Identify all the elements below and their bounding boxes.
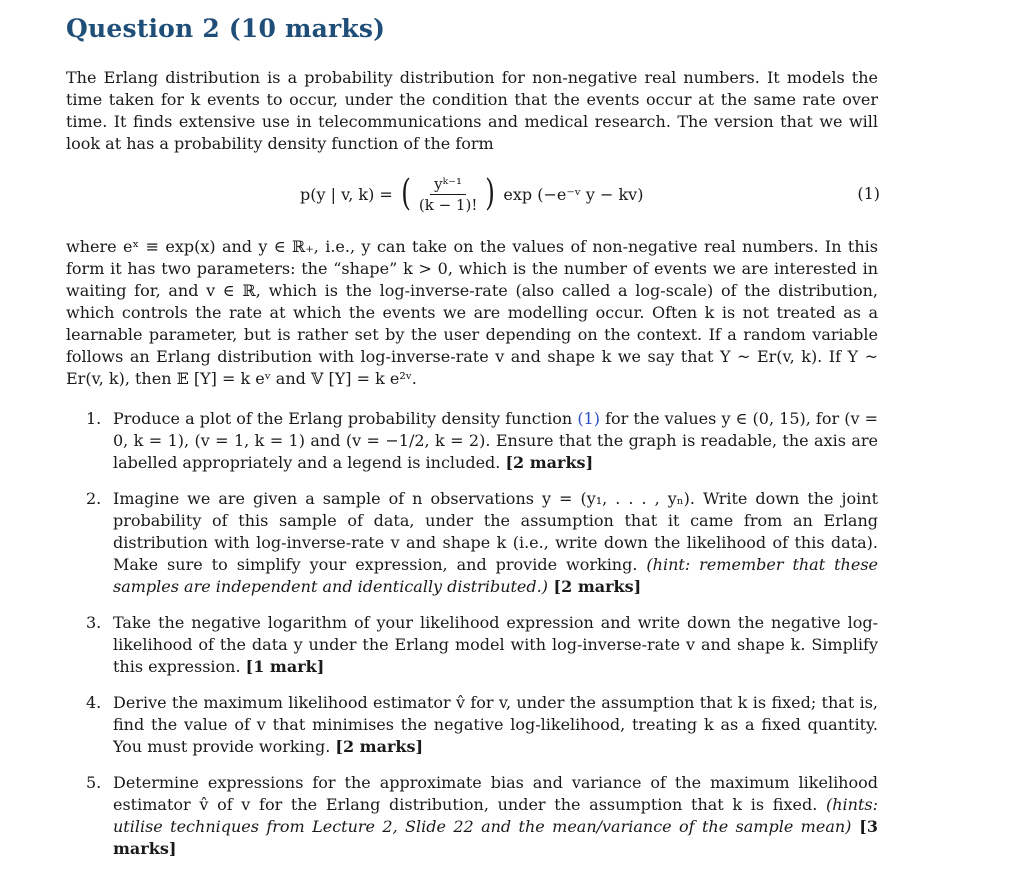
question-marks: [2 marks] [547, 577, 642, 596]
equation-fraction [415, 175, 481, 214]
question-text-main: Derive the maximum likelihood estimator v̂ for v, under the assumption that k is fixed; that is, find the value of v that minimises the negative log-likelihood, treating k as a fixed quantity. You must provide working. [113, 693, 878, 756]
equation-numerator: yᵏ⁻¹ [430, 175, 466, 195]
question-text [113, 773, 878, 858]
question-number: 5. [86, 773, 102, 792]
question-marks: [1 mark] [245, 657, 325, 676]
left-paren: ( [400, 173, 411, 214]
question-marks: [2 marks] [505, 453, 594, 472]
equation-denominator: (k − 1)! [418, 195, 478, 214]
question-text-main: Imagine we are given a sample of n observations y = (y₁, . . . , yₙ). Write down the joint probability of this sample of data, under the assumption that it came from an Erlang distribution with log-inverse-rate v and shape k (i.e., write down the likelihood of this data). Make sure to simplify your expression, and provide working. [113, 489, 878, 574]
question-number: 1. [86, 409, 102, 428]
equation-lhs: p(y | v, k) = [300, 184, 393, 204]
question-marks: [2 marks] [335, 737, 424, 756]
question-text-continued: for the values y ∈ (0, 15), for (v = 0, k = 1), (v = 1, k = 1) and (v = −1/2, k = 2). Ensure that the graph is readable, the axis are labelled appropriately and a legend is included. [113, 409, 879, 472]
equation-number: (1) [857, 184, 880, 203]
question-hint: (hint: remember that these samples are independent and identically distributed.) [113, 555, 879, 596]
equation-reference-link[interactable]: (1) [577, 409, 600, 428]
question-text-main: Produce a plot of the Erlang probability density function [113, 409, 578, 428]
question-hint: (hints: utilise techniques from Lecture 2, Slide 22 and the mean/variance of the sample mean) [113, 795, 878, 836]
question-text [113, 613, 878, 676]
question-heading: Question 2 (10 marks) [66, 14, 386, 43]
where-paragraph: where eˣ ≡ exp(x) and y ∈ ℝ₊, i.e., y can take on the values of non-negative real numbers. In this form it has two parameters: the “shape” k > 0, which is the number of events we are interested in waiting for, and v ∈ ℝ, which is the log-inverse-rate (also called a log-scale) of the distribution, which controls the rate at which the events we are modelling occur. Often k is not treated as a learnable parameter, but is rather set by the user depending on the context. If a random variable follows an Erlang distribution with log-inverse-rate v and shape k we say that Y ~ Er(v, k). If Y ~ Er(v, k), then 𝔼 [Y] = k eᵛ and 𝕍 [Y] = k e²ᵛ. [66, 237, 878, 388]
question-text [113, 693, 878, 756]
equation-block [300, 168, 880, 220]
question-item [86, 488, 878, 598]
equation-rhs: exp (−e⁻ᵛ y − kv) [503, 184, 644, 204]
question-list [86, 408, 878, 874]
question-item [86, 692, 878, 758]
question-item [86, 772, 878, 860]
question-text [113, 489, 878, 596]
question-item [86, 408, 878, 474]
erlang-pdf-equation [300, 168, 643, 220]
question-number: 3. [86, 613, 102, 632]
right-paren: ) [485, 173, 496, 214]
question-text-main: Take the negative logarithm of your likelihood expression and write down the negative log-likelihood of the data y under the Erlang model with log-inverse-rate v and shape k. Simplify this expression. [113, 613, 878, 676]
question-number: 2. [86, 489, 102, 508]
intro-paragraph: The Erlang distribution is a probability distribution for non-negative real numbers. It models the time taken for k events to occur, under the condition that the events occur at the same rate over time. It finds extensive use in telecommunications and medical research. The version that we will look at has a probability density function of the form [66, 68, 878, 153]
question-text [113, 409, 878, 472]
question-number: 4. [86, 693, 102, 712]
question-text-main: Determine expressions for the approximate bias and variance of the maximum likelihood estimator v̂ of v for the Erlang distribution, under the assumption that k is fixed. [113, 773, 878, 814]
question-item [86, 612, 878, 678]
question-marks: [3 marks] [113, 817, 878, 858]
